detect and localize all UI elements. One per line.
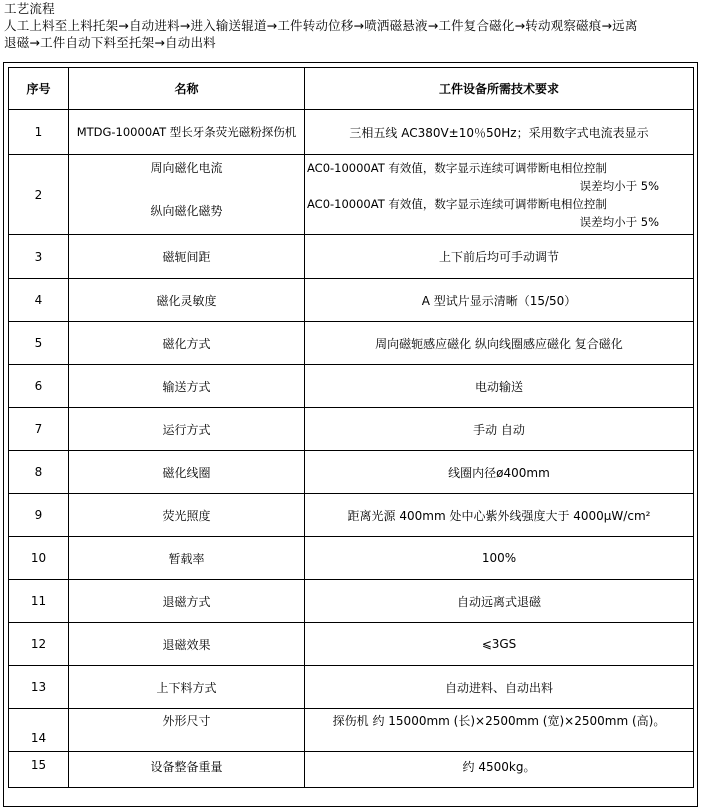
row-name: 荧光照度	[69, 494, 305, 537]
row-name-circumferential: 周向磁化电流	[150, 161, 223, 175]
row-requirement: 电动输送	[305, 365, 694, 408]
row-no: 12	[9, 623, 69, 666]
row-no: 11	[9, 580, 69, 623]
row-no: 5	[9, 322, 69, 365]
header-no: 序号	[9, 68, 69, 110]
row-requirement: 探伤机 约 15000mm (长)×2500mm (宽)×2500mm (高)。	[305, 709, 694, 752]
table-header-row	[9, 68, 694, 110]
table-row	[9, 666, 694, 709]
table-row	[9, 279, 694, 322]
row-name: 上下料方式	[69, 666, 305, 709]
row-name: 运行方式	[69, 408, 305, 451]
row-no: 7	[9, 408, 69, 451]
table-row	[9, 537, 694, 580]
row-requirement: A 型试片显示清晰（15/50）	[305, 279, 694, 322]
row-name: 磁轭间距	[69, 235, 305, 279]
row-requirement: 自动远离式退磁	[305, 580, 694, 623]
row-name: 设备整备重量	[69, 752, 305, 788]
row-name: MTDG-10000AT 型长牙条荧光磁粉探伤机	[69, 110, 305, 155]
row-no: 1	[9, 110, 69, 155]
row-requirement: 自动进料、自动出料	[305, 666, 694, 709]
table-row	[9, 155, 694, 235]
table-row	[9, 494, 694, 537]
spec-table	[8, 67, 694, 788]
table-row	[9, 451, 694, 494]
table-row	[9, 580, 694, 623]
row-no: 6	[9, 365, 69, 408]
process-flow-title: 工艺流程	[4, 1, 55, 16]
row-no: 4	[9, 279, 69, 322]
row-requirement: 上下前后均可手动调节	[305, 235, 694, 279]
req-longitudinal: AC0-10000AT 有效值，数字显示连续可调带断电相位控制	[307, 197, 607, 211]
row-name: 暂载率	[69, 537, 305, 580]
row-name: 磁化线圈	[69, 451, 305, 494]
table-row	[9, 322, 694, 365]
row-requirement	[305, 155, 694, 235]
tol-longitudinal: 误差均小于 5%	[579, 215, 659, 229]
row-no: 10	[9, 537, 69, 580]
header-requirements: 工件设备所需技术要求	[305, 68, 694, 110]
tol-circumferential: 误差均小于 5%	[579, 179, 659, 193]
row-no: 8	[9, 451, 69, 494]
row-no: 2	[9, 155, 69, 235]
header-name: 名称	[69, 68, 305, 110]
req-circumferential: AC0-10000AT 有效值，数字显示连续可调带断电相位控制	[307, 161, 607, 175]
table-row	[9, 623, 694, 666]
row-no: 3	[9, 235, 69, 279]
row-name: 磁化方式	[69, 322, 305, 365]
process-flow-intro	[4, 0, 699, 51]
row-requirement: 约 4500kg。	[305, 752, 694, 788]
table-row	[9, 408, 694, 451]
row-no: 15	[9, 752, 69, 788]
row-requirement: 距离光源 400mm 处中心紫外线强度大于 4000μW/cm²	[305, 494, 694, 537]
row-no: 13	[9, 666, 69, 709]
process-flow-line-2: 退磁→工件自动下料至托架→自动出料	[4, 35, 216, 50]
table-row	[9, 235, 694, 279]
row-requirement: ⩽3GS	[305, 623, 694, 666]
row-name: 磁化灵敏度	[69, 279, 305, 322]
row-name: 退磁方式	[69, 580, 305, 623]
row-requirement: 线圈内径ø400mm	[305, 451, 694, 494]
row-name: 输送方式	[69, 365, 305, 408]
row-requirement: 手动 自动	[305, 408, 694, 451]
row-requirement: 周向磁轭感应磁化 纵向线圈感应磁化 复合磁化	[305, 322, 694, 365]
row-name	[69, 155, 305, 235]
table-row	[9, 110, 694, 155]
row-name: 外形尺寸	[69, 709, 305, 752]
table-row	[9, 752, 694, 788]
table-row	[9, 365, 694, 408]
row-requirement: 三相五线 AC380V±10％50Hz；采用数字式电流表显示	[305, 110, 694, 155]
row-requirement: 100%	[305, 537, 694, 580]
row-no: 9	[9, 494, 69, 537]
row-name-longitudinal: 纵向磁化磁势	[150, 204, 223, 218]
row-name: 退磁效果	[69, 623, 305, 666]
table-row	[9, 709, 694, 752]
process-flow-line-1: 人工上料至上料托架→自动进料→进入输送辊道→工件转动位移→喷洒磁悬液→工件复合磁化→转动观察磁痕→远离	[4, 18, 638, 33]
row-no: 14	[9, 709, 69, 752]
